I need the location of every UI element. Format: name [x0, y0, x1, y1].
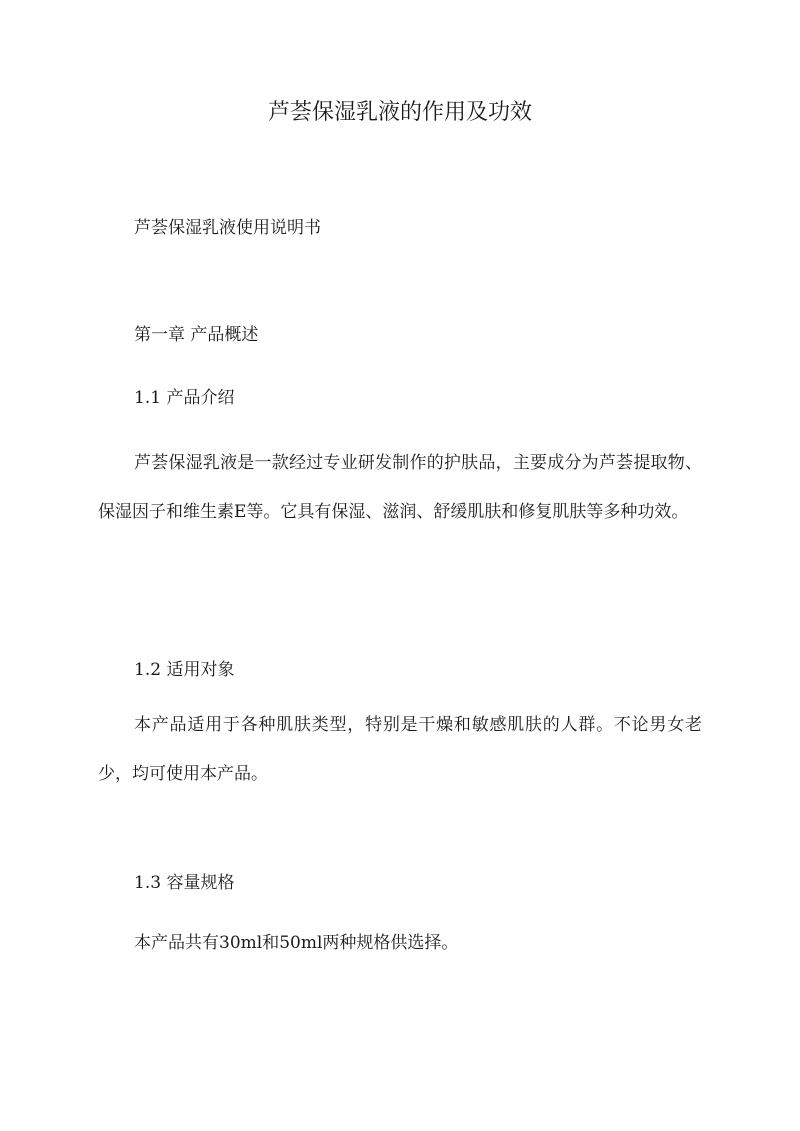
chapter-heading: 第一章 产品概述 [134, 325, 259, 345]
section-body-1-3: 本产品共有30ml和50ml两种规格供选择。 [134, 933, 459, 953]
section-body-1-1: 芦荟保湿乳液是一款经过专业研发制作的护肤品，主要成分为芦荟提取物、保湿因子和维生素E等。它具有保湿、滋润、舒缓肌肤和修复肌肤等多种功效。 [98, 453, 702, 522]
document-title: 芦荟保湿乳液的作用及功效 [267, 100, 532, 125]
section-heading-1-2: 1.2 适用对象 [134, 660, 235, 680]
manual-subtitle: 芦荟保湿乳液使用说明书 [134, 218, 321, 238]
section-body-1-2: 本产品适用于各种肌肤类型，特别是干燥和敏感肌肤的人群。不论男女老少，均可使用本产品。 [98, 715, 702, 784]
section-heading-1-1: 1.1 产品介绍 [134, 388, 235, 408]
section-heading-1-3: 1.3 容量规格 [134, 873, 235, 893]
